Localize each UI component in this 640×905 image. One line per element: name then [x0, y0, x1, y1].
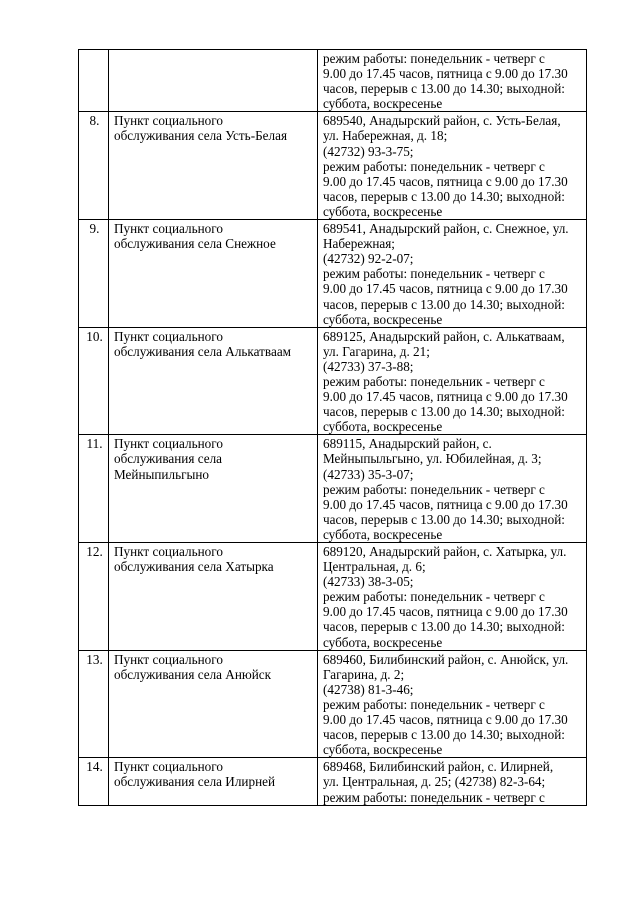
address-schedule-line: суббота, воскресенье	[323, 419, 443, 435]
point-name-line: обслуживания села Хатырка	[114, 559, 274, 575]
address-schedule-line: Набережная;	[323, 236, 395, 252]
address-schedule-line: 689120, Анадырский район, с. Хатырка, ул.	[323, 544, 567, 559]
point-name-cell	[109, 435, 318, 543]
address-schedule-line: ул. Гагарина, д. 21;	[323, 343, 430, 359]
table-row	[79, 435, 587, 543]
row-number	[79, 50, 109, 112]
address-schedule-line: (42732) 93-3-75;	[323, 143, 414, 159]
address-schedule-line: (42733) 37-3-88;	[323, 358, 414, 374]
address-schedule-cell	[318, 327, 587, 435]
point-name-cell	[109, 112, 318, 220]
address-schedule-line: часов, перерыв с 13.00 до 14.30; выходной:	[323, 404, 565, 420]
address-schedule-line: ул. Центральная, д. 25; (42738) 82-3-64;	[323, 774, 546, 790]
row-number: 13.	[79, 650, 109, 758]
address-schedule-cell	[318, 435, 587, 543]
table-body	[79, 50, 587, 806]
address-schedule-cell	[318, 112, 587, 220]
address-schedule-line: часов, перерыв с 13.00 до 14.30; выходной:	[323, 81, 565, 97]
point-name-line: Пункт социального	[114, 221, 223, 237]
address-schedule-line: 9.00 до 17.45 часов, пятница с 9.00 до 17.30	[323, 496, 568, 512]
address-schedule-line: режим работы: понедельник - четверг с	[323, 789, 545, 805]
address-schedule-line: (42738) 81-3-46;	[323, 681, 414, 697]
table-row	[79, 112, 587, 220]
address-schedule-line: ул. Набережная, д. 18;	[323, 128, 448, 144]
row-number: 12.	[79, 543, 109, 651]
address-schedule-line: режим работы: понедельник - четверг с	[323, 589, 545, 605]
point-name-line: Пункт социального	[114, 759, 223, 775]
address-schedule-line: часов, перерыв с 13.00 до 14.30; выходной:	[323, 188, 565, 204]
point-name-cell	[109, 220, 318, 328]
service-points-table	[78, 49, 587, 806]
address-schedule-line: режим работы: понедельник - четверг с	[323, 481, 545, 497]
address-schedule-line: режим работы: понедельник - четверг с	[323, 158, 545, 174]
address-schedule-line: 9.00 до 17.45 часов, пятница с 9.00 до 17.30	[323, 389, 568, 405]
point-name-cell	[109, 543, 318, 651]
point-name-cell	[109, 758, 318, 805]
table-row	[79, 758, 587, 805]
address-schedule-line: 689468, Билибинский район, с. Илирней,	[323, 759, 554, 775]
row-number: 11.	[79, 435, 109, 543]
point-name-line: Пункт социального	[114, 328, 223, 344]
address-schedule-line: 9.00 до 17.45 часов, пятница с 9.00 до 17.30	[323, 173, 568, 189]
address-schedule-cell	[318, 650, 587, 758]
address-schedule-cell	[318, 543, 587, 651]
address-schedule-line: 9.00 до 17.45 часов, пятница с 9.00 до 17.30	[323, 604, 568, 620]
point-name-cell	[109, 650, 318, 758]
address-schedule-cell	[318, 758, 587, 805]
address-schedule-line: режим работы: понедельник - четверг с	[323, 51, 545, 66]
address-schedule-line: 9.00 до 17.45 часов, пятница с 9.00 до 17.30	[323, 281, 568, 297]
point-name-line: Пункт социального	[114, 436, 223, 452]
address-schedule-line: 689540, Анадырский район, с. Усть-Белая,	[323, 113, 561, 129]
row-number: 10.	[79, 327, 109, 435]
address-schedule-line: 689460, Билибинский район, с. Анюйск, ул.	[323, 651, 569, 667]
table-row	[79, 543, 587, 651]
address-schedule-line: режим работы: понедельник - четверг с	[323, 373, 545, 389]
address-schedule-line: суббота, воскресенье	[323, 96, 443, 112]
address-schedule-line: 9.00 до 17.45 часов, пятница с 9.00 до 17.30	[323, 66, 568, 82]
address-schedule-line: (42733) 38-3-05;	[323, 574, 414, 590]
point-name-line: Пункт социального	[114, 544, 223, 559]
address-schedule-line: 689125, Анадырский район, с. Алькатваам,	[323, 328, 565, 344]
address-schedule-line: часов, перерыв с 13.00 до 14.30; выходной:	[323, 511, 565, 527]
address-schedule-line: суббота, воскресенье	[323, 634, 443, 650]
point-name-line: обслуживания села	[114, 451, 223, 467]
table-row	[79, 327, 587, 435]
document-page	[78, 49, 587, 806]
point-name-line: Пункт социального	[114, 651, 223, 667]
address-schedule-line: суббота, воскресенье	[323, 526, 443, 542]
address-schedule-line: Центральная, д. 6;	[323, 559, 426, 575]
point-name-line: Мейныпильгыно	[114, 466, 210, 482]
table-row	[79, 50, 587, 112]
address-schedule-line: 9.00 до 17.45 часов, пятница с 9.00 до 17.30	[323, 712, 568, 728]
address-schedule-cell	[318, 50, 587, 112]
address-schedule-line: Мейныпыльгыно, ул. Юбилейная, д. 3;	[323, 451, 542, 467]
point-name-line: Пункт социального	[114, 113, 223, 129]
address-schedule-line: режим работы: понедельник - четверг с	[323, 266, 545, 282]
address-schedule-line: 689115, Анадырский район, с.	[323, 436, 492, 452]
address-schedule-line: (42733) 35-3-07;	[323, 466, 414, 482]
row-number: 14.	[79, 758, 109, 805]
address-schedule-line: часов, перерыв с 13.00 до 14.30; выходной:	[323, 619, 565, 635]
point-name-cell	[109, 327, 318, 435]
point-name-line: обслуживания села Алькатваам	[114, 343, 292, 359]
point-name-line: обслуживания села Снежное	[114, 236, 276, 252]
address-schedule-line: часов, перерыв с 13.00 до 14.30; выходной:	[323, 727, 565, 743]
point-name-line: обслуживания села Илирней	[114, 774, 276, 790]
address-schedule-line: суббота, воскресенье	[323, 742, 443, 758]
address-schedule-cell	[318, 220, 587, 328]
row-number: 8.	[79, 112, 109, 220]
address-schedule-line: Гагарина, д. 2;	[323, 666, 405, 682]
point-name-line: обслуживания села Анюйск	[114, 666, 272, 682]
address-schedule-line: часов, перерыв с 13.00 до 14.30; выходной:	[323, 296, 565, 312]
table-row	[79, 220, 587, 328]
address-schedule-line: 689541, Анадырский район, с. Снежное, ул.	[323, 221, 569, 237]
table-row	[79, 650, 587, 758]
address-schedule-line: суббота, воскресенье	[323, 311, 443, 327]
point-name-line: обслуживания села Усть-Белая	[114, 128, 288, 144]
point-name-cell	[109, 50, 318, 112]
address-schedule-line: режим работы: понедельник - четверг с	[323, 696, 545, 712]
address-schedule-line: (42732) 92-2-07;	[323, 251, 414, 267]
address-schedule-line: суббота, воскресенье	[323, 203, 443, 219]
row-number: 9.	[79, 220, 109, 328]
